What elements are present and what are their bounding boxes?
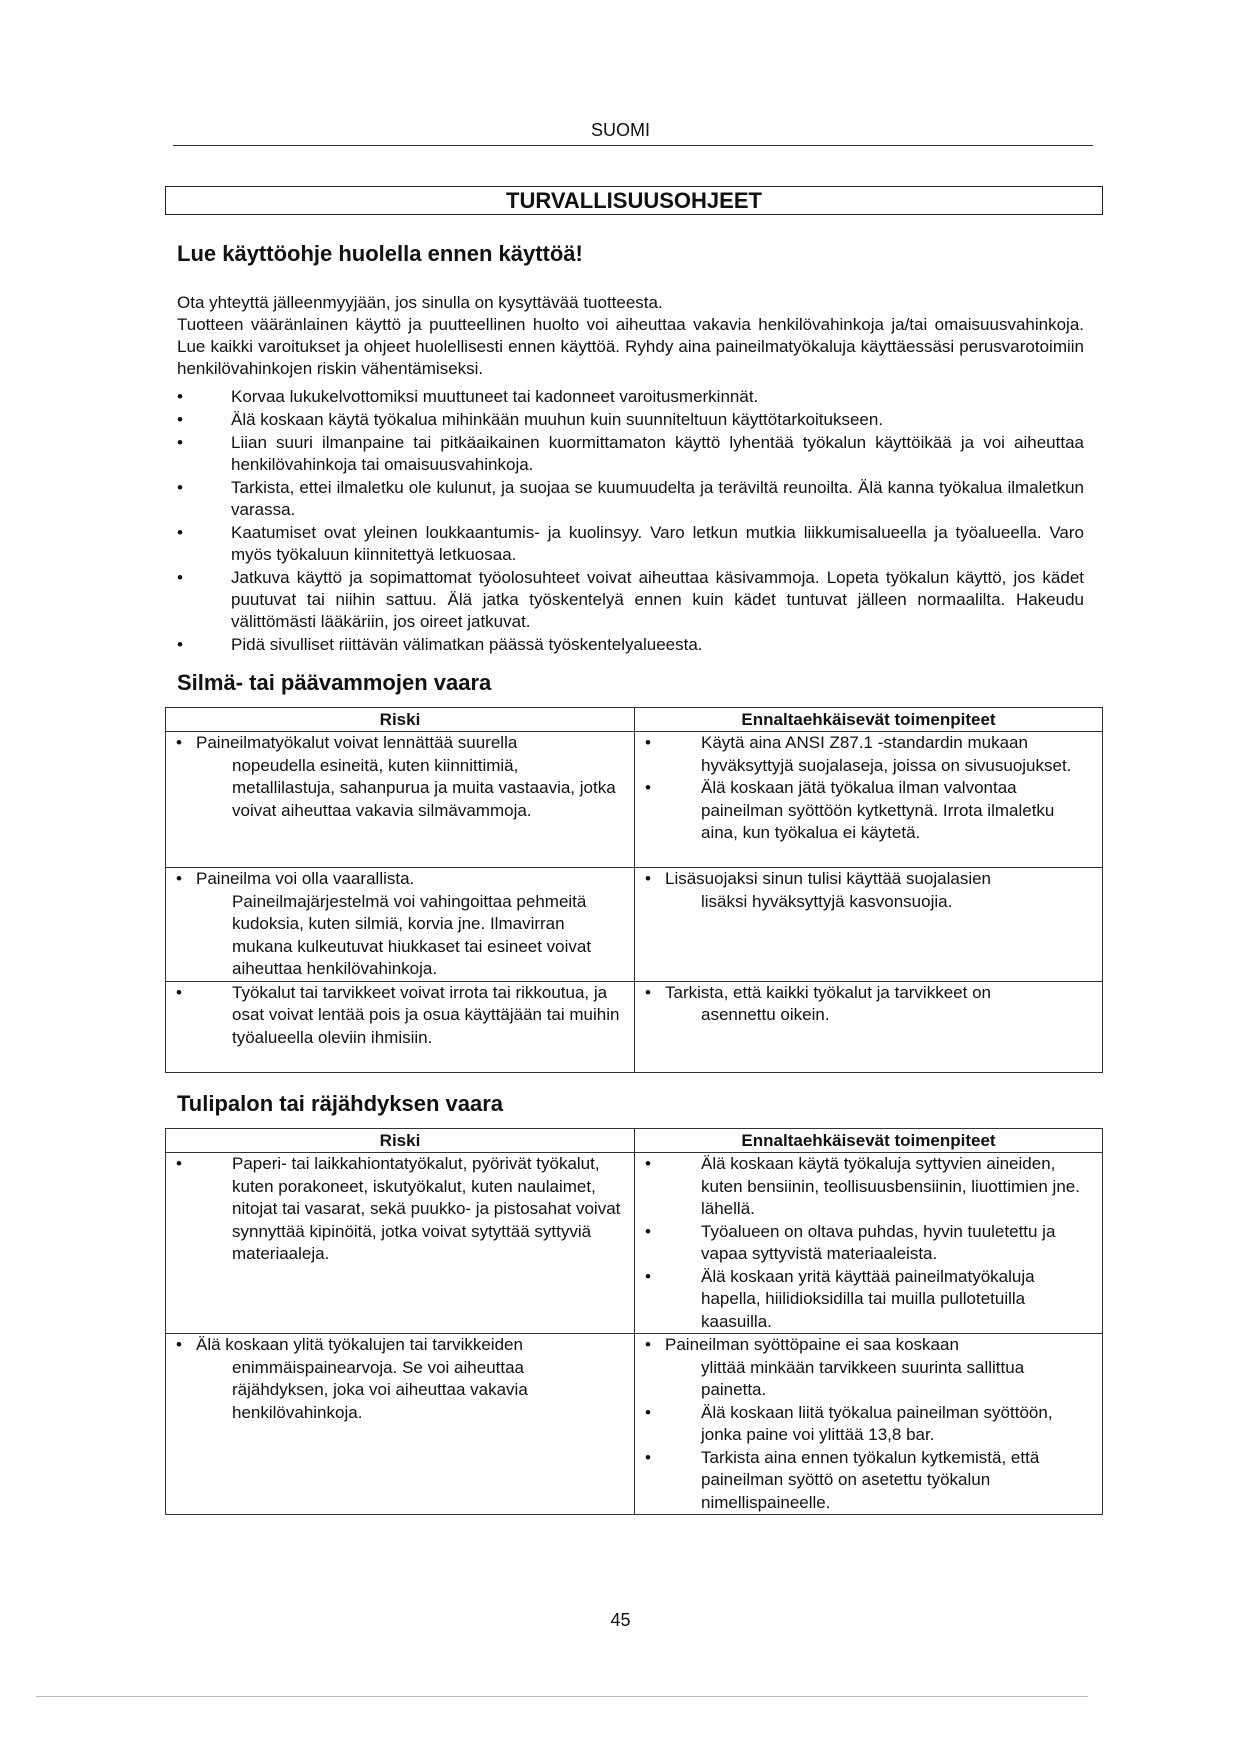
list-item: • Älä koskaan jätä työkalua ilman valvontaa paineilman syöttöön kytkettynä. Irrota ilmaletku aina, kun työkalua ei käytetä. [645, 778, 1055, 842]
bullet: • [177, 387, 183, 406]
list-item: • Liian suuri ilmanpaine tai pitkäaikainen kuormittamaton käyttö lyhentää työkalun käyttöikää ja voi aiheuttaa henkilövahinkoja tai omaisuusvahinkoja. [177, 433, 1084, 474]
list-item: • Paineilmatyökalut voivat lennättää suurella nopeudella esineitä, kuten kiinnittimiä, metallilastuja, sahanpurua ja muita vastaavia, jotka voivat aiheuttaa vakavia silmävammoja. [176, 733, 616, 820]
intro-paragraph: Tuotteen vääränlainen käyttö ja puutteellinen huolto voi aiheuttaa vakavia henkilövahinkoja ja/tai omaisuusvahinkoja. Lue kaikki varoitukset ja ohjeet huolellisesti ennen käyttöä. Ryhdy aina paineilmatyökaluja käyttäessäsi perusvarotoimiin henkilövahinkojen riskin vähentämiseksi. [177, 315, 1084, 378]
list-item: • Tarkista, ettei ilmaletku ole kulunut, ja suojaa se kuumuudelta ja teräviltä reunoilta. Älä kanna työkalua ilmaletkun varassa. [177, 478, 1084, 519]
column-header-prevention: Ennaltaehkäisevät toimenpiteet [635, 708, 1103, 732]
list-item: • Älä koskaan liitä työkalua paineilman syöttöön, jonka paine voi ylittää 13,8 bar. [645, 1402, 1053, 1444]
list-item: • Älä koskaan käytä työkaluja syttyvien aineiden, kuten bensiinin, teollisuusbensiinin, liuottimien jne. lähellä. [645, 1154, 1080, 1218]
bullet: • [177, 523, 183, 542]
bullet: • [177, 635, 183, 654]
intro-text [177, 292, 1084, 380]
bullet: • [177, 478, 183, 497]
list-item: • Kaatumiset ovat yleinen loukkaantumis- ja kuolinsyy. Varo letkun mutkia liikkumisalueella ja työalueella. Varo myös työkaluun kiinnitettyä letkuosaa. [177, 523, 1084, 564]
header-language: SUOMI [590, 120, 650, 140]
fire-explosion-table [165, 1128, 1103, 1515]
eye-injury-table [165, 707, 1103, 1073]
footer-divider [36, 1696, 1088, 1697]
list-item: • Tarkista aina ennen työkalun kytkemistä, että paineilman syöttö on asetettu työkalun nimellispaineelle. [645, 1447, 1040, 1512]
bullet: • [177, 410, 183, 429]
table-row [166, 1153, 1103, 1334]
list-item: • Älä koskaan käytä työkalua mihinkään muuhun kuin suunniteltuun käyttötarkoitukseen. [177, 410, 884, 429]
list-item: • Käytä aina ANSI Z87.1 -standardin mukaan hyväksyttyjä suojalaseja, joissa on sivusuojukset. [645, 733, 1072, 775]
table-row [166, 1334, 1103, 1515]
intro-paragraph: Ota yhteyttä jälleenmyyjään, jos sinulla on kysyttävää tuotteesta. [177, 293, 663, 312]
list-item: • Paineilman syöttöpaine ei saa koskaan ylittää minkään tarvikkeen suurinta sallittua painetta. [645, 1335, 1025, 1399]
table-row [166, 732, 1103, 868]
list-item: • Jatkuva käyttö ja sopimattomat työolosuhteet voivat aiheuttaa käsivammoja. Lopeta työkalun käyttö, jos kädet puutuvat tai niihin sattuu. Älä jatka työskentelyä ennen kuin kädet tuntuvat jälleen normaalilta. Hakeudu välittömästi lääkäriin, jos oireet jatkuvat. [177, 568, 1084, 631]
list-item: • Työalueen on oltava puhdas, hyvin tuuletettu ja vapaa syttyvistä materiaaleista. [645, 1221, 1056, 1263]
header-divider [173, 145, 1093, 146]
list-item: • Tarkista, että kaikki työkalut ja tarvikkeet on asennettu oikein. [645, 982, 991, 1024]
list-item: • Paineilma voi olla vaarallista. Paineilmajärjestelmä voi vahingoittaa pehmeitä kudoksia, kuten silmiä, korvia jne. Ilmavirran mukana kulkeutuvat hiukkaset tai esineet voivat aiheuttaa henkilövahinkoja. [176, 869, 592, 978]
section-title-fire-explosion: Tulipalon tai räjähdyksen vaara [177, 1091, 504, 1116]
list-item: • Lisäsuojaksi sinun tulisi käyttää suojalasien lisäksi hyväksyttyjä kasvonsuojia. [645, 869, 992, 911]
table-row [166, 981, 1103, 1072]
section-title-eye-injury: Silmä- tai päävammojen vaara [177, 670, 492, 695]
list-item: • Työkalut tai tarvikkeet voivat irrota tai rikkoutua, ja osat voivat lentää pois ja osua käyttäjään tai muihin työalueella oleviin ihmisiin. [176, 982, 620, 1047]
column-header-prevention: Ennaltaehkäisevät toimenpiteet [635, 1129, 1103, 1153]
column-header-risk: Riski [166, 1129, 635, 1153]
column-header-risk: Riski [166, 708, 635, 732]
bullet: • [177, 568, 183, 587]
subtitle: Lue käyttöohje huolella ennen käyttöä! [177, 241, 583, 266]
list-item: • Korvaa lukukelvottomiksi muuttuneet tai kadonneet varoitusmerkinnät. [177, 387, 759, 406]
page-number: 45 [610, 1610, 631, 1630]
list-item: • Paperi- tai laikkahiontatyökalut, pyörivät työkalut, kuten porakoneet, iskutyökalut, kuten naulaimet, nitojat tai vasarat, sekä puukko- ja pistosahat voivat synnyttää kipinöitä, jotka voivat sytyttää syttyviä materiaaleja. [176, 1154, 621, 1263]
bullet: • [177, 433, 183, 452]
table-row [166, 868, 1103, 982]
list-item: • Pidä sivulliset riittävän välimatkan päässä työskentelyalueesta. [177, 635, 703, 654]
page-title: TURVALLISUUSOHJEET [165, 186, 1103, 215]
warning-list [177, 386, 1084, 657]
list-item: • Älä koskaan yritä käyttää paineilmatyökaluja hapella, hiilidioksidilla tai muilla pullotetuilla kaasuilla. [645, 1266, 1035, 1331]
list-item: • Älä koskaan ylitä työkalujen tai tarvikkeiden enimmäispainearvoja. Se voi aiheuttaa räjähdyksen, joka voi aiheuttaa vakavia henkilövahinkoja. [176, 1335, 528, 1422]
